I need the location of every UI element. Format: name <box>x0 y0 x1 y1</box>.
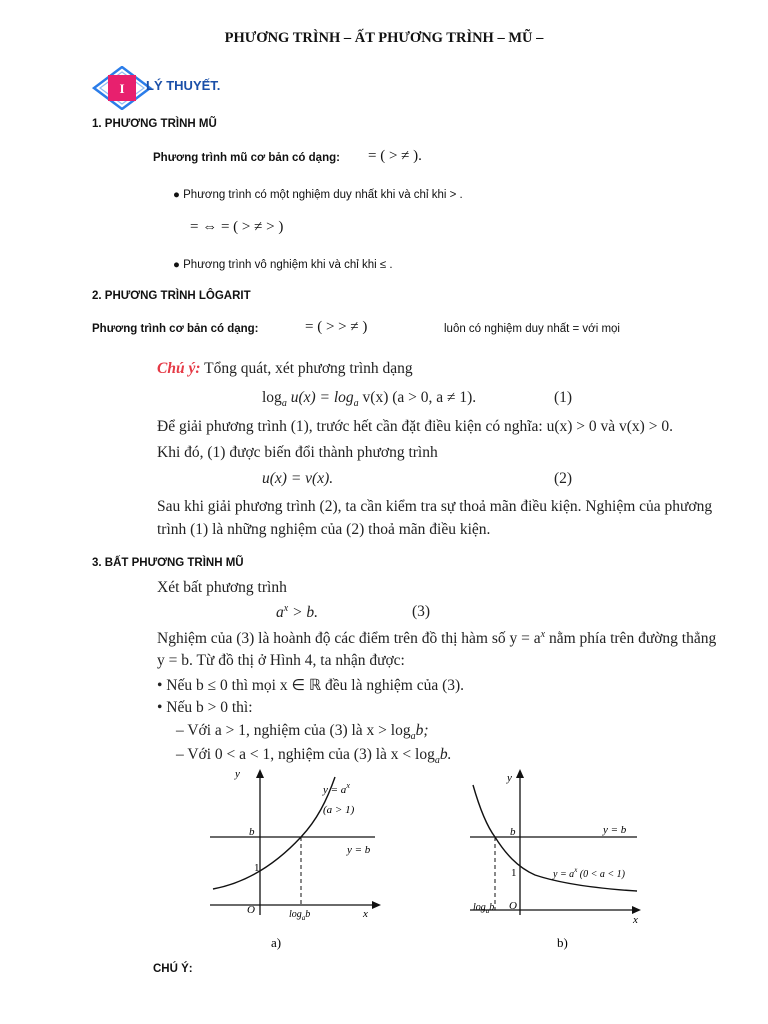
note-line-3: Để giải phương trình (1), trước hết cần đặt điều kiện có nghĩa: u(x) > 0 và v(x) > 0. <box>157 418 673 435</box>
sec1-equivalence-math: = ⇔ = ( > ≠ > ) <box>190 219 284 235</box>
sec1-basic-form: Phương trình mũ cơ bản có dạng: <box>153 152 340 164</box>
graph-a-line-label: y = b <box>347 844 371 856</box>
graph-b-caption: b) <box>557 935 568 950</box>
note-label: Chú ý: <box>157 360 201 377</box>
graph-a-curve <box>213 777 335 889</box>
note-equation-1: $\log_a u(x) = \log_a v(x) (a > 0$, a ≠ 1). <box>262 389 477 410</box>
graph-b-one-tick: 1 <box>511 867 517 879</box>
sec3-inequality-number: (3) <box>412 603 431 620</box>
sec3-line-6: • Nếu b > 0 thì: <box>157 699 253 716</box>
graph-b <box>465 765 655 955</box>
note-equation-2-number: (2) <box>554 470 573 487</box>
note-intro: Tổng quát, xét phương trình dạng <box>200 360 413 377</box>
graph-a <box>205 765 385 955</box>
graph-b-b-tick: b <box>510 826 516 838</box>
footer-note-label: CHÚ Ý: <box>153 963 193 975</box>
note-line-6: Sau khi giải phương trình (2), ta cần kiểm tra sự thoả mãn điều kiện. Nghiệm của phương <box>157 498 713 515</box>
sec3-inequality: $a^x > b$. <box>276 603 319 622</box>
sec3-line-4: y = b. Từ đồ thị ở Hình 4, ta nhận được: <box>157 652 405 669</box>
section-1-heading: 1. PHƯƠNG TRÌNH MŨ <box>92 118 217 130</box>
graph-b-x-label: x <box>633 914 638 926</box>
graph-a-b-tick: b <box>249 826 255 838</box>
graph-a-caption: a) <box>271 935 282 950</box>
graph-a-one-tick: 1 <box>254 862 260 874</box>
sec3-line-1: Xét bất phương trình <box>157 579 287 596</box>
graph-b-origin: O <box>509 900 517 912</box>
section-2-heading: 2. PHƯƠNG TRÌNH LÔGARIT <box>92 290 251 302</box>
note-equation-2: u(x) = v(x). <box>262 470 334 487</box>
sec1-basic-math: = ( > ≠ ). <box>368 148 422 164</box>
graph-b-curve-label: $y = a^x$ (0 < a < 1) <box>553 866 625 880</box>
graph-b-line-label: y = b <box>603 824 627 836</box>
graph-a-log-label: $\log_ab$ <box>289 909 311 922</box>
page-title: PHƯƠNG TRÌNH – ẤT PHƯƠNG TRÌNH – MŨ – <box>224 30 544 46</box>
sec3-line-3: Nghiệm của (3) là hoành độ các điểm trên đồ thị hàm số $y = a^x$ nằm phía trên đường thẳng <box>157 629 717 648</box>
sec2-basic-math: = ( > > ≠ ) <box>305 319 368 335</box>
note-line-7: trình (1) là những nghiệm của (2) thoả mãn điều kiện. <box>157 521 491 538</box>
graph-a-y-label: y <box>235 768 240 780</box>
sec2-basic-form: Phương trình cơ bản có dạng: <box>92 323 259 335</box>
graph-a-condition: (a > 1) <box>323 804 355 816</box>
sec1-bullet-1: ● Phương trình có một nghiệm duy nhất khi và chỉ khi > . <box>173 189 463 201</box>
note-line-4: Khi đó, (1) được biến đổi thành phương trình <box>157 444 438 461</box>
graph-b-y-label: y <box>507 772 512 784</box>
diamond-badge-icon <box>92 66 152 110</box>
graph-a-curve-label: $y = a^x$ <box>323 781 350 796</box>
badge-roman: I <box>119 81 125 96</box>
note-equation-1-number: (1) <box>554 389 573 406</box>
sec3-line-8: – Với 0 < a < 1, nghiệm của (3) là $x < \log_ab$. <box>176 746 452 767</box>
badge-label: LÝ THUYẾT. <box>146 78 221 93</box>
section-badge <box>92 66 252 110</box>
sec1-bullet-2: ● Phương trình vô nghiệm khi và chỉ khi ≤ . <box>173 259 393 271</box>
note-line-1 <box>157 360 413 378</box>
graph-a-x-label: x <box>363 908 368 920</box>
graph-b-log-label: $\log_ab$ <box>473 902 495 915</box>
sec3-line-7: – Với a > 1, nghiệm của (3) là $x > \log_ab$; <box>176 722 429 743</box>
sec3-line-5: • Nếu b ≤ 0 thì mọi x ∈ ℝ đều là nghiệm của (3). <box>157 677 465 694</box>
graph-a-origin: O <box>247 904 255 916</box>
section-3-heading: 3. BẤT PHƯƠNG TRÌNH MŨ <box>92 557 244 569</box>
sec2-tail: luôn có nghiệm duy nhất = với mọi <box>444 323 620 335</box>
